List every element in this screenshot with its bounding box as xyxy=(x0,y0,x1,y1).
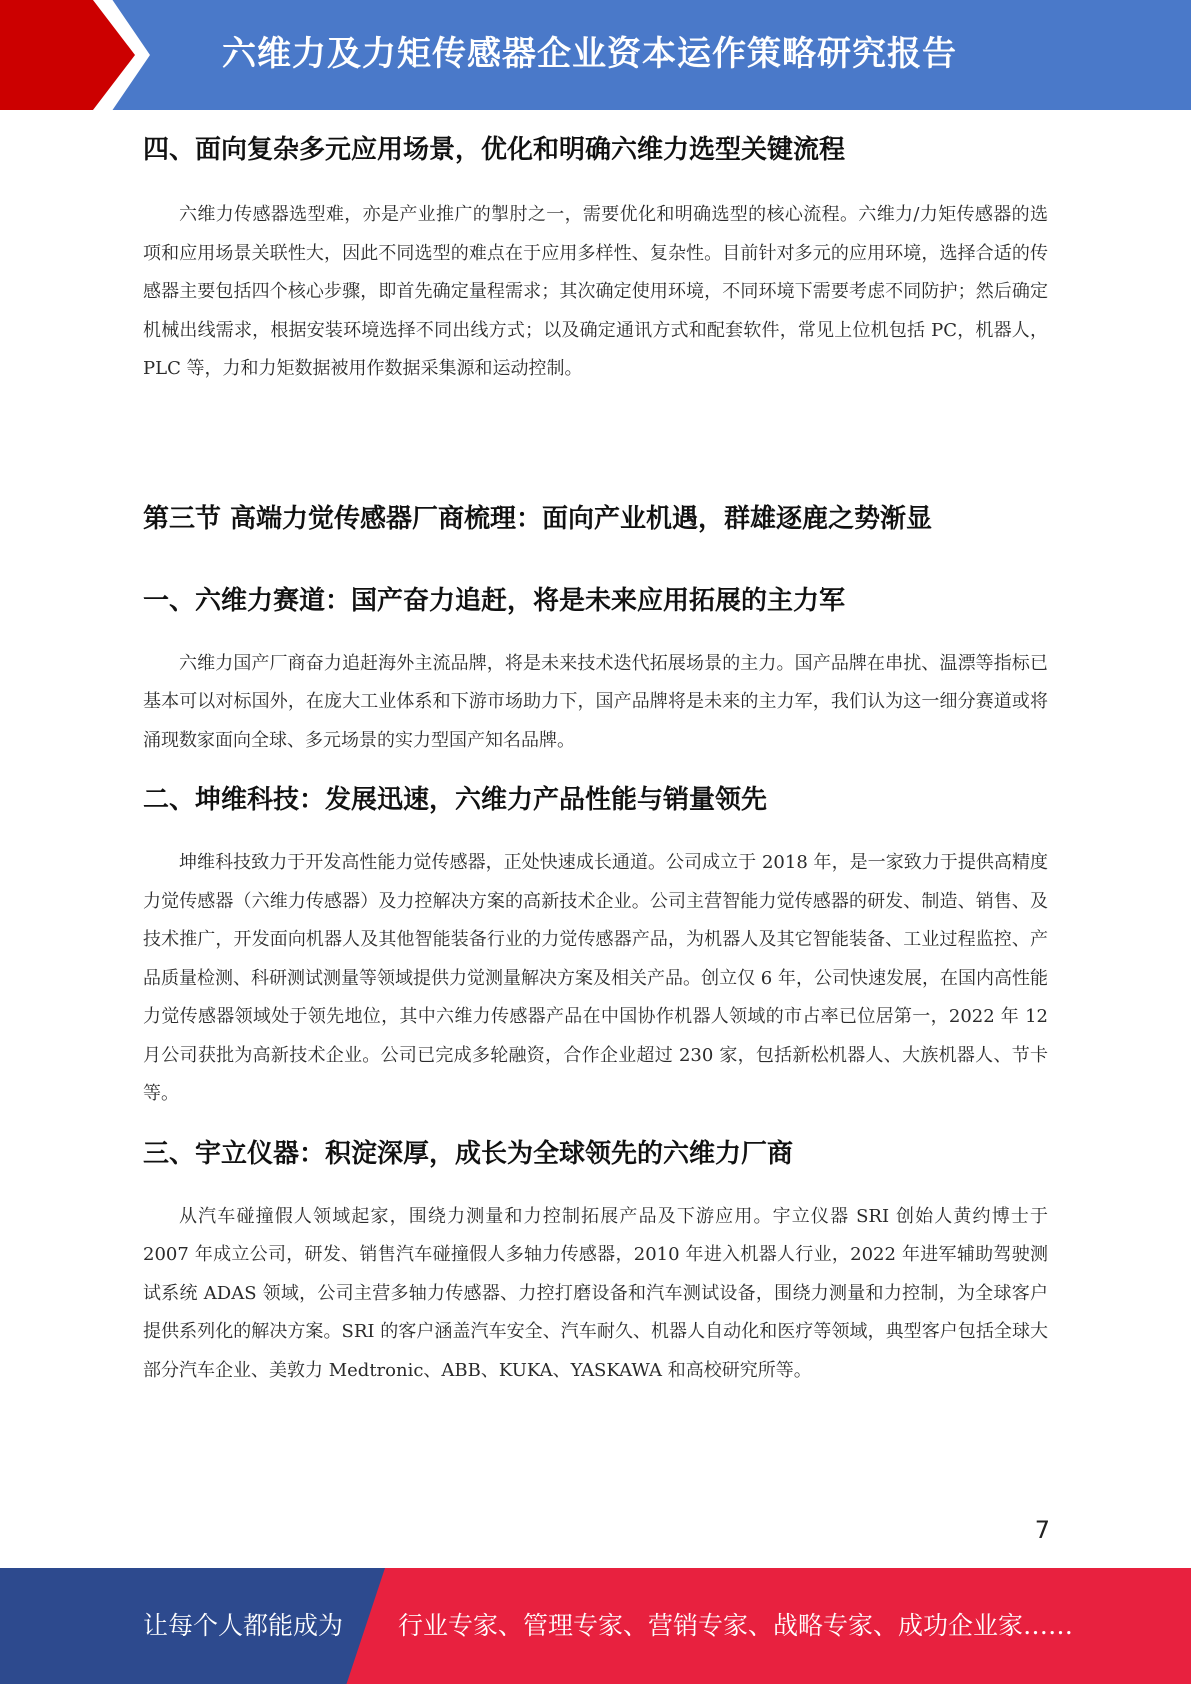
section-2-paragraph: 坤维科技致力于开发高性能力觉传感器，正处快速成长通道。公司成立于 2018 年，是一家致力于提供高精度力觉传感器（六维力传感器）及力控解决方案的高新技术企业。公司主营智能力觉传感器的研发、制造、销售、及技术推广，开发面向机器人及其他智能装备行业的力觉传感器产品，为机器人及其它智能装备、工业过程监控、产品质量检测、科研测试测量等领域提供力觉测量解决方案及相关产品。创立仅 6 年，公司快速发展，在国内高性能力觉传感器领域处于领先地位，其中六维力传感器产品在中国协作机器人领域的市占率已位居第一，2022 年 12 月公司获批为高新技术企业。公司已完成多轮融资，合作企业超过 230 家，包括新松机器人、大族机器人、节卡等。 xyxy=(143,852,1048,1104)
section-4-paragraph: 六维力传感器选型难，亦是产业推广的掣肘之一，需要优化和明确选型的核心流程。六维力/力矩传感器的选项和应用场景关联性大，因此不同选型的难点在于应用多样性、复杂性。目前针对多元的应用环境，选择合适的传感器主要包括四个核心步骤，即首先确定量程需求；其次确定使用环境，不同环境下需要考虑不同防护；然后确定机械出线需求，根据安装环境选择不同出线方式；以及确定通讯方式和配套软件，常见上位机包括 PC，机器人，PLC 等，力和力矩数据被用作数据采集源和运动控制。 xyxy=(143,204,1048,379)
chapter-heading: 第三节 高端力觉传感器厂商梳理：面向产业机遇，群雄逐鹿之势渐显 xyxy=(143,503,933,534)
section-1-paragraph: 六维力国产厂商奋力追赶海外主流品牌，将是未来技术迭代拓展场景的主力。国产品牌在串扰、温漂等指标已基本可以对标国外，在庞大工业体系和下游市场助力下，国产品牌将是未来的主力军，我们认为这一细分赛道或将涌现数家面向全球、多元场景的实力型国产知名品牌。 xyxy=(143,652,1048,751)
footer-band xyxy=(0,1568,1191,1684)
section-3-paragraph: 从汽车碰撞假人领域起家，围绕力测量和力控制拓展产品及下游应用。宇立仪器 SRI 创始人黄约博士于 2007 年成立公司，研发、销售汽车碰撞假人多轴力传感器，2010 年进入机器人行业，2022 年进军辅助驾驶测试系统 ADAS 领域，公司主营多轴力传感器、力控打磨设备和汽车测试设备，围绕力测量和力控制，为全球客户提供系列化的解决方案。SRI 的客户涵盖汽车安全、汽车耐久、机器人自动化和医疗等领域，典型客户包括全球大部分汽车企业、美敦力 Medtronic、ABB、KUKA、YASKAWA 和高校研究所等。 xyxy=(143,1205,1048,1381)
header-band xyxy=(0,0,1191,110)
footer-slogan-right: 行业专家、管理专家、营销专家、战略专家、成功企业家…… xyxy=(398,1611,1074,1640)
section-heading-2: 二、坤维科技：发展迅速，六维力产品性能与销量领先 xyxy=(143,785,768,815)
page-number: 7 xyxy=(1034,1516,1050,1544)
header-red-chevron xyxy=(0,0,150,110)
section-heading-1: 一、六维力赛道：国产奋力追赶，将是未来应用拓展的主力军 xyxy=(143,585,846,616)
page-content xyxy=(143,128,1048,1390)
section-heading-3: 三、宇立仪器：积淀深厚，成长为全球领先的六维力厂商 xyxy=(143,1138,794,1169)
section-heading-4: 四、面向复杂多元应用场景，优化和明确六维力选型关键流程 xyxy=(143,135,846,165)
footer-slogan-left: 让每个人都能成为 xyxy=(143,1611,344,1640)
report-title: 六维力及力矩传感器企业资本运作策略研究报告 xyxy=(222,34,957,74)
